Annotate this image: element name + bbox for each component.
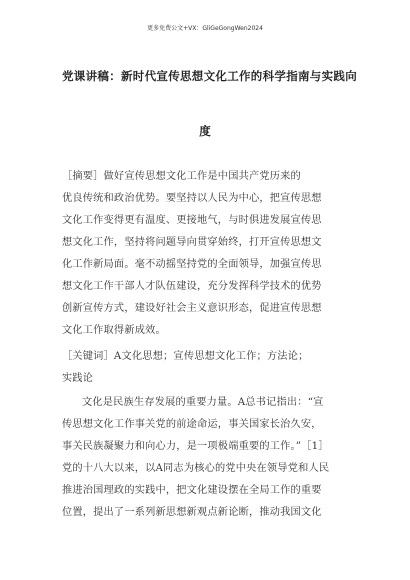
abstract-line: 化工作新局面。毫不动摇坚持党的全面领导，加强宣传思: [62, 259, 322, 270]
body-line: 党的十八大以来，以A同志为核心的党中央在领导党和人民: [62, 463, 330, 474]
keywords-line: 实践论: [62, 373, 94, 384]
body-line: 位置，提出了一系列新思想新观点新论断，推动我国文化: [62, 507, 322, 518]
body-line: 传思想文化工作事关党的前途命运，事关国家长治久安，: [62, 419, 322, 430]
abstract-line: 创新宣传方式，建设好社会主义意识形态，促进宣传思想: [62, 303, 322, 314]
abstract-line: 文化工作变得更有温度、更接地气，与时俱进发展宣传思: [62, 215, 322, 226]
body-line: 文化是民族生存发展的重要力量。A总书记指出：“宣: [82, 397, 324, 408]
document-title-line-1: 党课讲稿：新时代宣传思想文化工作的科学指南与实践向: [62, 69, 357, 83]
abstract-line: 文化工作取得新成效。: [62, 325, 166, 336]
abstract-line: ［摘要］做好宣传思想文化工作是中国共产党历来的: [62, 171, 301, 182]
abstract-line: 想文化工作，坚持将问题导向贯穿始终，打开宣传思想文: [62, 237, 322, 248]
page-header: 更多免费公文+VX：GliGeGongWen2024: [147, 25, 263, 32]
keywords-line: ［关键词］A文化思想；宣传思想文化工作；方法论；: [62, 351, 309, 362]
body-line: 事关民族凝聚力和向心力，是一项极端重要的工作。”［1］: [62, 441, 329, 452]
document-title-line-2: 度: [199, 124, 211, 138]
body-line: 推进治国理政的实践中，把文化建设摆在全局工作的重要: [62, 485, 322, 496]
abstract-line: 优良传统和政治优势。要坚持以人民为中心，把宣传思想: [62, 193, 322, 204]
abstract-line: 想文化工作干部人才队伍建设，充分发挥科学技术的优势: [62, 281, 322, 292]
